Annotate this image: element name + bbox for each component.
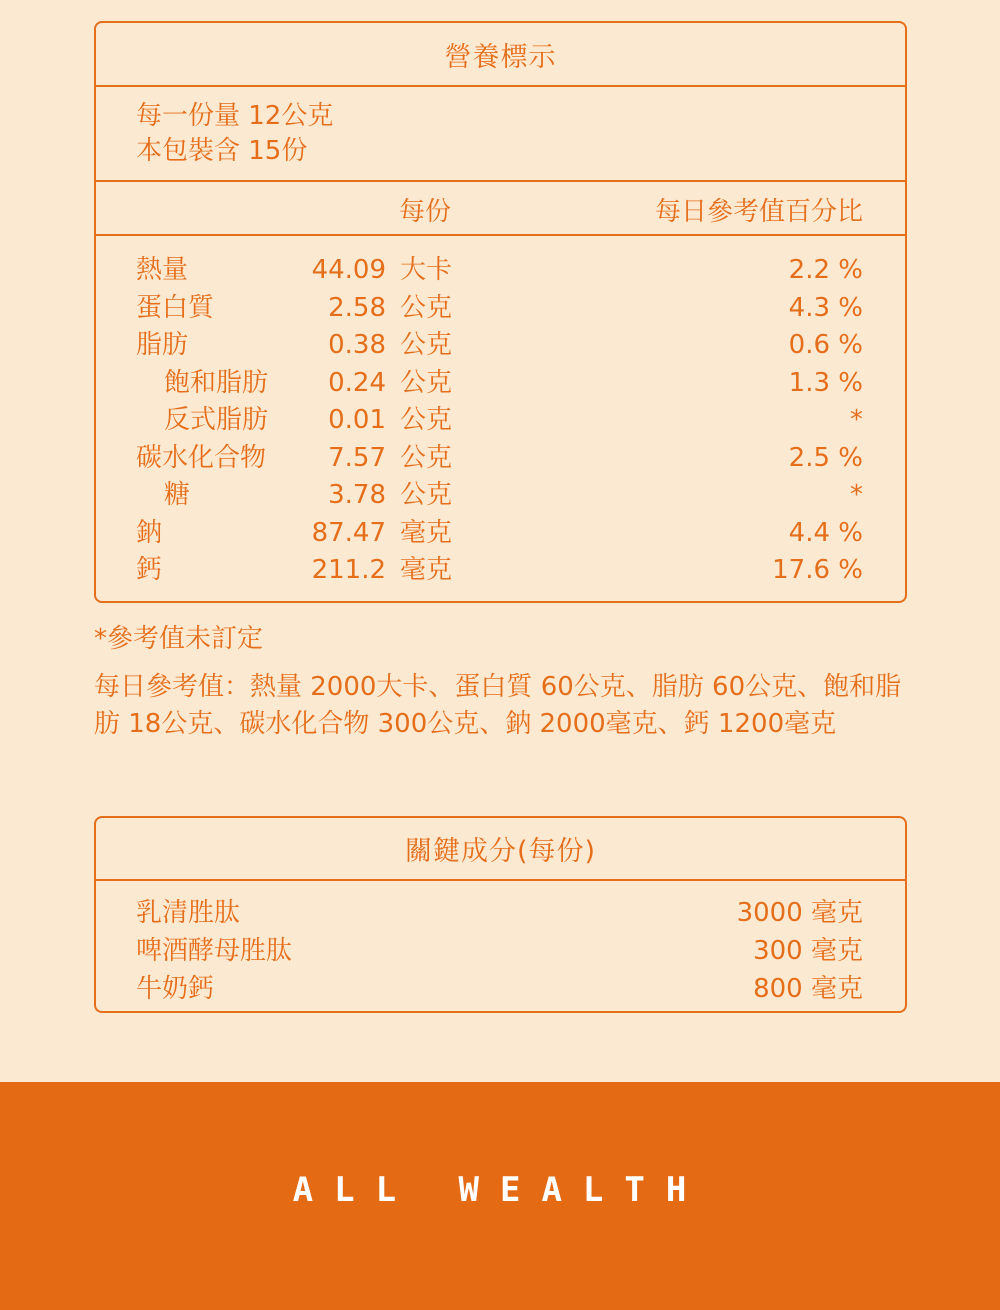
nutrition-title: 營養標示 <box>96 23 905 87</box>
servings-per-pack: 本包裝含 15份 <box>136 136 308 166</box>
nutrient-name: 鈣 <box>136 555 163 585</box>
serving-size: 每一份量 12公克 <box>136 101 334 131</box>
nutrient-row <box>96 365 905 403</box>
nutrient-name: 飽和脂肪 <box>164 367 269 398</box>
daily-reference-note: 每日參考值：熱量 2000大卡、蛋白質 60公克、脂肪 60公克、飽和脂肪 18公克、碳水化合物 300公克、鈉 2000毫克、鈣 1200毫克 <box>94 672 902 739</box>
nutrient-pct: 2.2 % <box>788 255 863 285</box>
nutrient-unit: 公克 <box>400 442 453 473</box>
brand-footer <box>0 1082 1000 1310</box>
nutrient-name: 脂肪 <box>136 330 189 360</box>
nutrient-value: 7.57 <box>328 442 386 473</box>
ingredient-name: 牛奶鈣 <box>136 974 215 1004</box>
nutrient-row <box>96 252 905 290</box>
nutrient-value: 0.01 <box>328 405 386 435</box>
nutrient-name: 反式脂肪 <box>164 405 269 435</box>
nutrient-row <box>96 290 905 328</box>
nutrient-unit: 毫克 <box>400 517 453 548</box>
nutrient-row <box>96 402 905 440</box>
col-per-serving: 每份 <box>398 197 451 227</box>
nutrient-unit: 公克 <box>400 405 453 435</box>
nutrient-name: 熱量 <box>136 255 189 285</box>
ingredient-amount: 800 毫克 <box>753 974 863 1004</box>
nutrient-unit: 公克 <box>400 330 453 360</box>
nutrient-value: 2.58 <box>328 292 386 323</box>
nutrient-pct: * <box>850 405 863 435</box>
nutrient-value: 87.47 <box>311 517 386 548</box>
key-ingredient-list <box>96 881 905 1008</box>
nutrient-value: 44.09 <box>311 255 386 285</box>
ingredient-row <box>96 894 905 932</box>
serving-info <box>96 87 905 182</box>
nutrient-unit: 毫克 <box>400 555 453 585</box>
nutrient-row <box>96 552 905 590</box>
nutrient-row <box>96 327 905 365</box>
nutrient-name: 蛋白質 <box>136 292 215 323</box>
nutrient-name: 糖 <box>164 480 191 510</box>
nutrient-pct: 17.6 % <box>772 555 863 585</box>
nutrient-unit: 公克 <box>400 292 453 323</box>
key-ingredients-title: 關鍵成分(每份) <box>96 818 905 881</box>
brand-wordmark: ALL WEALTH <box>292 1170 708 1210</box>
ingredient-amount: 3000 毫克 <box>736 898 863 928</box>
nutrition-facts-panel <box>94 21 907 603</box>
nutrition-rows <box>96 236 905 590</box>
nutrient-value: 211.2 <box>311 555 386 585</box>
nutrient-row <box>96 477 905 515</box>
nutrient-pct: 1.3 % <box>788 367 863 398</box>
ingredient-name: 啤酒酵母胜肽 <box>136 936 293 966</box>
nutrient-row <box>96 515 905 553</box>
reference-not-set-note: *參考值未訂定 <box>94 624 264 654</box>
nutrient-pct: 4.4 % <box>788 517 863 548</box>
ingredient-name: 乳清胜肽 <box>136 898 241 928</box>
nutrient-pct: 2.5 % <box>788 442 863 473</box>
nutrient-pct: 0.6 % <box>788 330 863 360</box>
nutrient-value: 0.38 <box>328 330 386 360</box>
nutrient-pct: 4.3 % <box>788 292 863 323</box>
nutrient-unit: 公克 <box>400 367 453 398</box>
ingredient-amount: 300 毫克 <box>753 936 863 966</box>
col-daily-pct: 每日參考值百分比 <box>654 197 863 227</box>
column-headers <box>96 182 905 236</box>
key-ingredients-panel <box>94 816 907 1013</box>
nutrient-value: 3.78 <box>328 480 386 510</box>
nutrient-unit: 公克 <box>400 480 453 510</box>
ingredient-row <box>96 970 905 1008</box>
nutrient-unit: 大卡 <box>400 255 453 285</box>
nutrient-pct: * <box>850 480 863 510</box>
nutrient-name: 鈉 <box>136 517 163 548</box>
ingredient-row <box>96 932 905 970</box>
nutrient-row <box>96 440 905 478</box>
nutrient-name: 碳水化合物 <box>136 442 267 473</box>
nutrient-value: 0.24 <box>328 367 386 398</box>
